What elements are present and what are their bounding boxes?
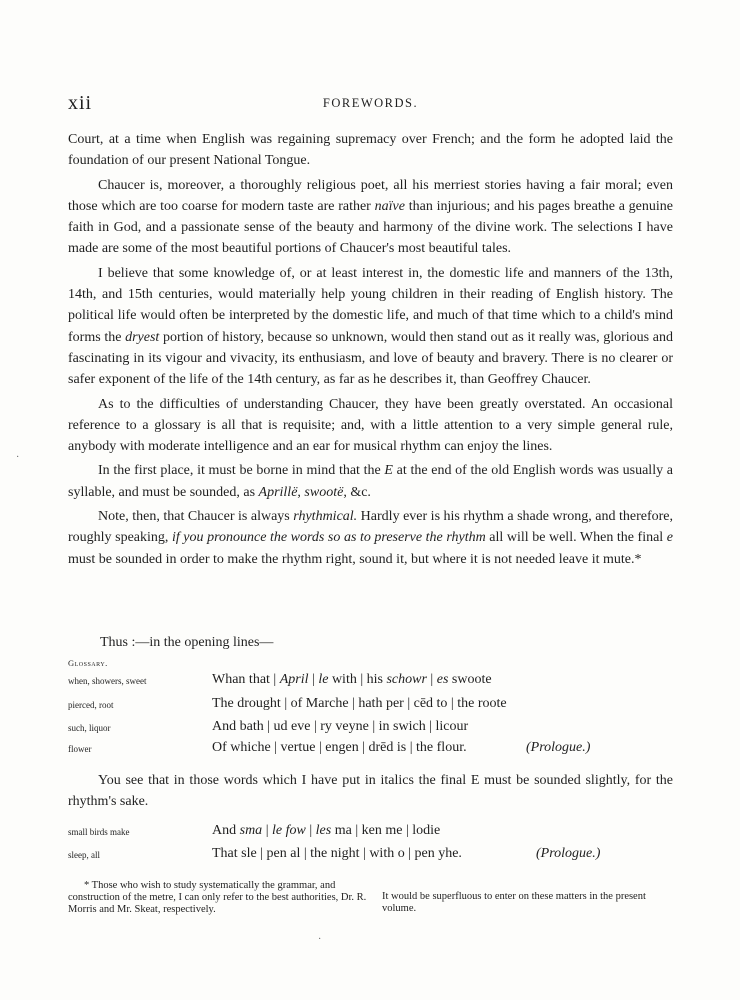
paragraph-5: In the first place, it must be borne in mind that the E at the end of the old English words was usually a syllable, and must be sounded, as Aprillë, swootë, &c. [68,463,673,500]
paragraph-2: Chaucer is, moreover, a thoroughly religious poet, all his merriest stories having a fair moral; even those which are too coarse for modern taste are rather naïve than injurious; and his pages breathe a genuine faith in God, and a passionate sense of the beauty and harmony of the divine work. The selections I have made are some of the most beautiful portions of Chaucer's most beautiful tales. [68,177,673,257]
verse-line: And sma | le fow | les ma | ken me | lodie [212,823,441,838]
verse-row [68,846,673,866]
source-citation: (Prologue.) [536,846,601,861]
page-number: xii [68,92,93,114]
verse-row [68,719,673,739]
gloss-note: pierced, root [68,700,114,710]
footnote-left: * Those who wish to study systematically the grammar, and construction of the metre, I can only refer to the best authorities, Dr. R. Morris and Mr. Skeat, respectively. [68,880,367,915]
glossary-heading: Glossary. [68,658,108,668]
verse-line: The drought | of Marche | hath per | cēd to | the roote [212,696,507,711]
footnote-right: It would be superfluous to enter on these matters in the present volume. [382,890,646,914]
verse-row [68,696,673,716]
verse-line: Of whiche | vertue | engen | drēd is | the flour. [212,740,467,755]
margin-speck: · [16,452,20,463]
running-title: FOREWORDS. [322,96,419,110]
page-speck: · [318,934,322,945]
verse-line: And bath | ud eve | ry veyne | in swich | licour [212,719,469,734]
page-header [68,92,673,116]
paragraph-7: You see that in those words which I have put in italics the final E must be sounded slightly, for the rhythm's sake. [68,773,673,810]
body-text [68,129,673,570]
gloss-note: when, showers, sweet [68,676,147,686]
gloss-note: sleep, all [68,850,100,860]
paragraph-3: I believe that some knowledge of, or at least interest in, the domestic life and manners of the 13th, 14th, and 15th centuries, would materially help young children in their reading of English history. The political life would often be interpreted by the domestic life, and much of that time which to a child's mind forms the dryest portion of history, because so unknown, would then stand out as it really was, glorious and fascinating in its vigour and vivacity, its enthusiasm, and love of beauty and bravery. There is no clearer or safer exponent of the life of the 14th century, as far as he describes it, than Geoffrey Chaucer. [68,265,674,388]
gloss-note: such, liquor [68,723,111,733]
verse-row [68,672,673,692]
verse-line: Whan that | April | le with | his schowr | es swoote [212,672,492,687]
paragraph-1: Court, at a time when English was regaining supremacy over French; and the form he adopted laid the foundation of our present National Tongue. [68,132,673,169]
verse-row [68,823,673,843]
verse-line: That sle | pen al | the night | with o | pen yhe. [212,846,462,861]
source-citation: (Prologue.) [526,740,591,755]
gloss-note: flower [68,744,92,754]
paragraph-4: As to the difficulties of understanding Chaucer, they have been greatly overstated. An occasional reference to a glossary is all that is requisite; and, with a little attention to a very simple general rule, anybody with moderate intelligence and an ear for musical rhythm can enjoy the lines. [68,396,673,455]
gloss-note: small birds make [68,827,130,837]
verse-row [68,740,673,760]
paragraph-6: Note, then, that Chaucer is always rhythmical. Hardly ever is his rhythm a shade wrong, and therefore, roughly speaking, if you pronounce the words so as to preserve the rhythm all will be well. When the final e must be sounded in order to make the rhythm right, sound it, but where it is not needed leave it mute.* [68,509,673,567]
thus-line: Thus :—in the opening lines— [100,635,274,650]
